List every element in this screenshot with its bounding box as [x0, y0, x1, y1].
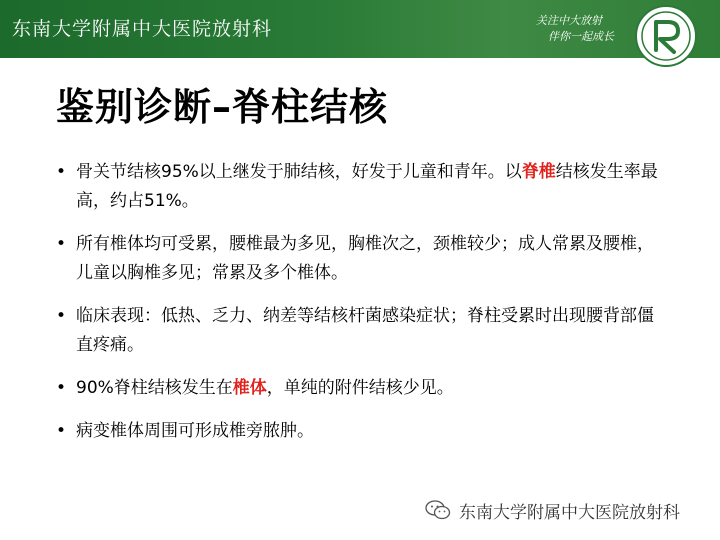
bullet-text: 临床表现：低热、乏力、纳差等结核杆菌感染症状；脊柱受累时出现腰背部僵直疼痛。	[76, 306, 654, 355]
highlight-text: 脊椎	[521, 162, 556, 182]
bullet-list	[50, 158, 670, 460]
bullet-dot-icon: •	[56, 234, 67, 254]
slogan-line-1: 关注中大放射	[536, 14, 602, 27]
bullet-text: 90%脊柱结核发生在	[76, 378, 233, 398]
bullet-text: ，单纯的附件结核少见。	[266, 378, 454, 398]
slogan-line-2: 伴你一起成长	[548, 30, 614, 43]
bullet-text: 骨关节结核95%以上继发于肺结核，好发于儿童和青年。以	[76, 162, 522, 182]
bullet-dot-icon: •	[56, 378, 67, 398]
bullet-text: 所有椎体均可受累，腰椎最为多见，胸椎次之，颈椎较少；成人常累及腰椎，儿童以胸椎多见；常累及多个椎体。	[76, 234, 654, 283]
bullet-text: 结核发生率最高，约占51%。	[76, 162, 658, 211]
footer-text: 东南大学附属中大医院放射科	[459, 503, 680, 523]
bullet-item	[50, 158, 670, 216]
bullet-dot-icon: •	[56, 306, 67, 326]
bullet-item	[50, 230, 670, 288]
wechat-icon	[425, 500, 451, 520]
bullet-item	[50, 374, 670, 403]
header-banner	[0, 0, 720, 58]
header-title: 东南大学附属中大医院放射科	[12, 18, 273, 40]
highlight-text: 椎体	[232, 378, 267, 398]
bullet-dot-icon: •	[56, 421, 67, 441]
bullet-text: 病变椎体周围可形成椎旁脓肿。	[76, 421, 314, 441]
bullet-item	[50, 417, 670, 446]
hospital-logo-icon	[634, 4, 698, 68]
bullet-item	[50, 302, 670, 360]
bullet-dot-icon: •	[56, 162, 67, 182]
slide-title: 鉴别诊断–脊柱结核	[56, 85, 389, 129]
